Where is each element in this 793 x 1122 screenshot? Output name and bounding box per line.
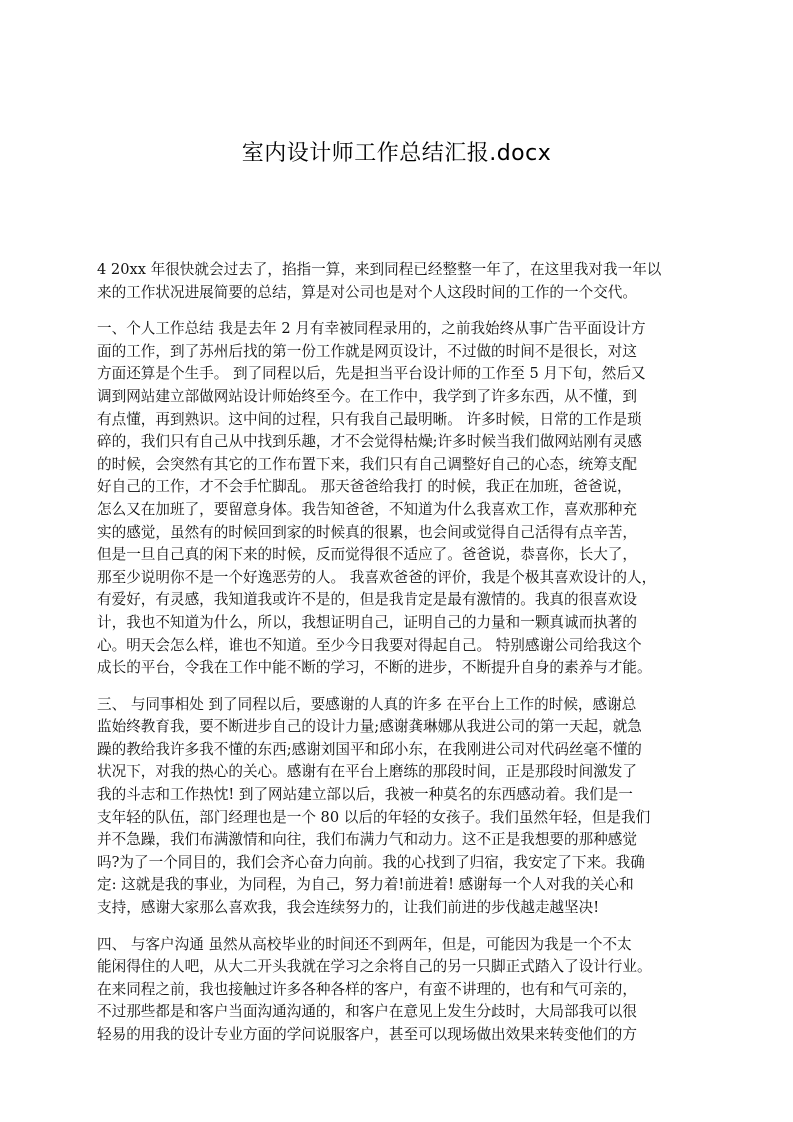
text-line: 三、 与同事相处 到了同程以后，要感谢的人真的许多 在平台上工作的时候，感谢总 <box>97 695 637 713</box>
text-line: 好自己的工作，才不会手忙脚乱。 那天爸爸给我打 的时候，我正在加班，爸爸说， <box>97 478 632 496</box>
text-line: 支持，感谢大家那么喜欢我，我会连续努力的，让我们前进的步伐越走越坚决! <box>97 899 600 917</box>
paragraph-colleagues <box>97 694 711 920</box>
text-line: 成长的平台，令我在工作中能不断的学习，不断的进步，不断提升自身的素养与才能。 <box>97 659 652 677</box>
text-line: 来的工作状况进展简要的总结，算是对公司也是对个人这段时间的工作的一个交代。 <box>97 283 637 301</box>
text-line: 轻易的用我的设计专业方面的学问说服客户，甚至可以现场做出效果来转变他们的方 <box>97 1026 637 1043</box>
text-line: 监始终教育我，要不断进步自己的设计力量;感谢龚琳娜从我进公司的第一天起，就急 <box>97 718 642 736</box>
text-line: 一、个人工作总结 我是去年 2 月有幸被同程录用的，之前我始终从事广告平面设计方 <box>97 320 646 338</box>
text-line: 怎么又在加班了，要留意身体。我告知爸爸，不知道为什么我喜欢工作，喜欢那种充 <box>97 500 637 518</box>
text-line: 有爱好，有灵感，我知道我或许不是的，但是我肯定是最有激情的。我真的很喜欢设 <box>97 591 637 609</box>
text-line: 四、 与客户沟通 虽然从高校毕业的时间还不到两年，但是，可能因为我是一个不太 <box>97 935 632 953</box>
text-line: 心。明天会怎么样，谁也不知道。至少今日我要对得起自己。 特别感谢公司给我这个 <box>97 636 642 654</box>
text-line: 在来同程之前，我也接触过许多各种各样的客户，有蛮不讲理的，也有和气可亲的， <box>97 980 637 998</box>
document-title: 室内设计师工作总结汇报.docx <box>241 141 552 166</box>
text-line: 状况下，对我的热心的关心。感谢有在平台上磨练的那段时间，正是那段时间激发了 <box>97 763 637 781</box>
text-line: 支年轻的队伍，部门经理也是一个 80 以后的年轻的女孩子。我们虽然年轻，但是我们 <box>97 808 651 826</box>
paragraph-personal-summary <box>97 318 711 680</box>
text-line: 调到网站建立部做网站设计师始终至今。在工作中，我学到了许多东西，从不懂，到 <box>97 387 637 405</box>
text-line: 有点懂，再到熟识。这中间的过程，只有我自己最明晰。 许多时候，日常的工作是琐 <box>97 410 642 428</box>
text-line: 并不急躁，我们布满激情和向往，我们布满力气和动力。这不正是我想要的那种感觉 <box>97 831 637 849</box>
text-line: 实的感觉，虽然有的时候回到家的时候真的很累，也会间或觉得自己活得有点辛苦， <box>97 523 637 541</box>
text-line: 吗?为了一个同目的，我们会齐心奋力向前。我的心找到了归宿，我安定了下来。我确 <box>97 853 645 871</box>
text-line: 我的斗志和工作热忱! 到了网站建立部以后，我被一种莫名的东西感动着。我们是一 <box>97 786 633 804</box>
text-line: 4 20xx 年很快就会过去了，掐指一算，来到同程已经整整一年了，在这里我对我一年以 <box>97 261 662 278</box>
text-line: 碎的，我们只有自己从中找到乐趣，才不会觉得枯燥;许多时候当我们做网站刚有灵感 <box>97 433 642 451</box>
text-line: 面的工作，到了苏州后找的第一份工作就是网页设计，不过做的时间不是很长，对这 <box>97 342 637 360</box>
paragraph-intro <box>97 259 711 304</box>
paragraph-clients <box>97 934 711 1047</box>
text-line: 躁的教给我许多我不懂的东西;感谢刘国平和邱小东，在我刚进公司对代码丝毫不懂的 <box>97 740 642 758</box>
text-line: 方面还算是个生手。 到了同程以后，先是担当平台设计师的工作至 5 月下旬，然后又 <box>97 365 646 383</box>
text-line: 那至少说明你不是一个好逸恶劳的人。 我喜欢爸爸的评价，我是个极其喜欢设计的人， <box>97 568 657 586</box>
text-line: 但是一旦自己真的闲下来的时候，反而觉得很不适应了。爸爸说，恭喜你，长大了， <box>97 546 637 564</box>
text-line: 的时候，会突然有其它的工作布置下来，我们只有自己调整好自己的心态，统筹支配 <box>97 455 637 473</box>
document-body <box>97 259 711 1061</box>
text-line: 定: 这就是我的事业，为同程，为自己，努力着!前进着! 感谢每一个人对我的关心和 <box>97 876 634 894</box>
text-line: 计，我也不知道为什么，所以，我想证明自己，证明自己的力量和一颗真诚而执著的 <box>97 613 637 631</box>
text-line: 能闲得住的人吧，从大二开头我就在学习之余将自己的另一只脚正式踏入了设计行业。 <box>97 958 652 976</box>
text-line: 不过那些都是和客户当面沟通沟通的，和客户在意见上发生分歧时，大局部我可以很 <box>97 1003 637 1021</box>
